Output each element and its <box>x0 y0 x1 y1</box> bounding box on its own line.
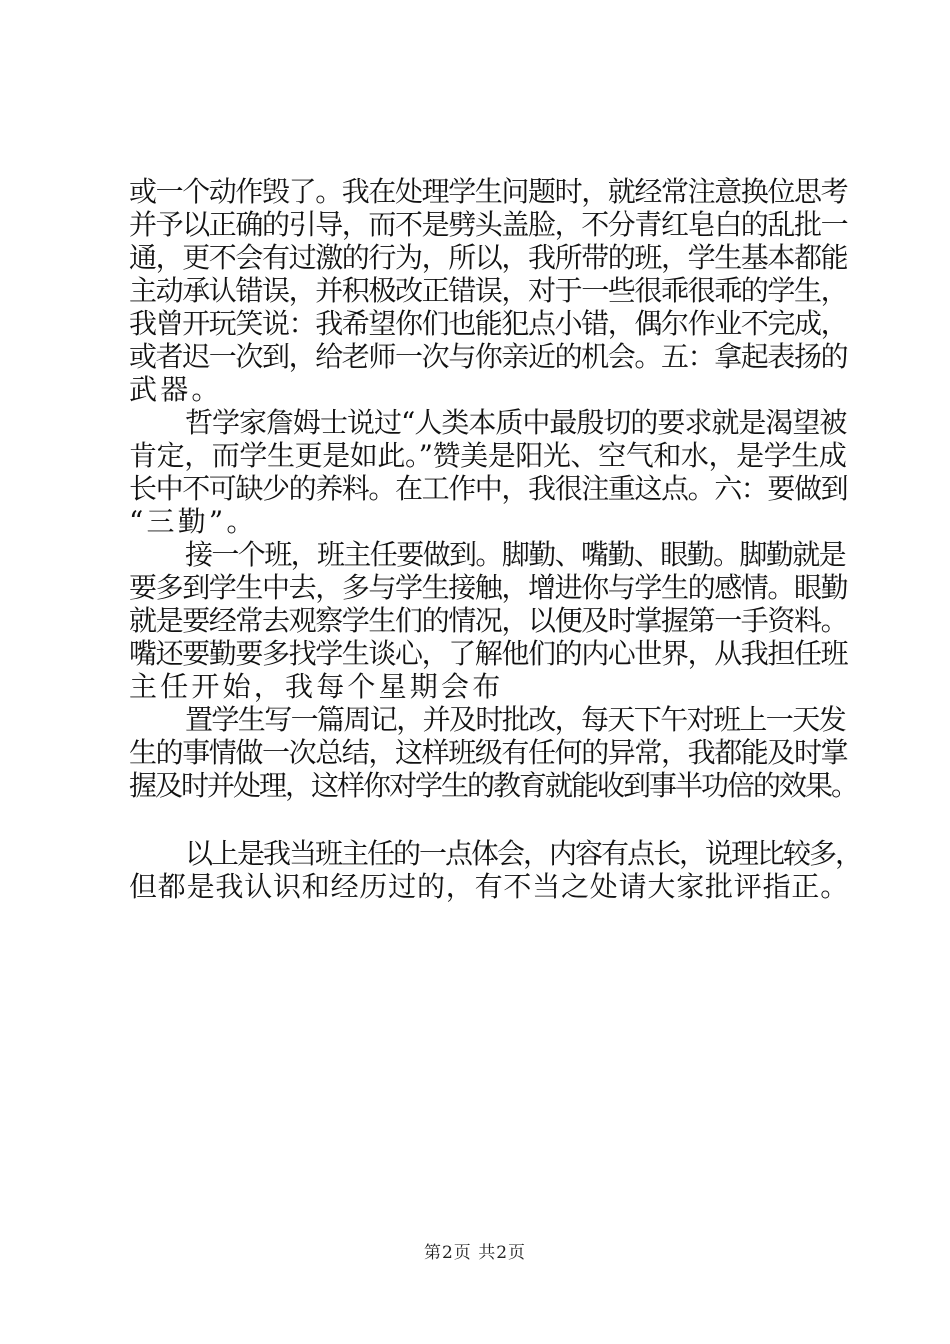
body-line-15: 嘴还要勤要多找学生谈心，了解他们的内心世界，从我担任班 <box>129 637 848 670</box>
body-line-4: 主动承认错误，并积极改正错误，对于一些很乖很乖的学生， <box>129 274 848 307</box>
body-line-21: 但都是我认识和经历过的，有不当之处请大家批评指正。 <box>129 870 850 903</box>
body-line-12: 接一个班，班主任要做到。脚勤、嘴勤、眼勤。脚勤就是 <box>185 538 846 571</box>
body-line-8: 哲学家詹姆士说过“人类本质中最殷切的要求就是渴望被 <box>185 406 847 439</box>
body-line-2: 并予以正确的引导，而不是劈头盖脸，不分青红皂白的乱批一 <box>129 208 848 241</box>
body-line-1: 或一个动作毁了。我在处理学生问题时，就经常注意换位思考 <box>129 175 848 208</box>
body-line-5: 我曾开玩笑说：我希望你们也能犯点小错，偶尔作业不完成， <box>129 307 848 340</box>
page-number-footer: 第2页 共2页 <box>423 1243 527 1263</box>
body-line-14: 就是要经常去观察学生们的情况，以便及时掌握第一手资料。 <box>129 604 848 637</box>
body-line-7: 武器。 <box>129 373 223 406</box>
body-line-10: 长中不可缺少的养料。在工作中，我很注重这点。六：要做到 <box>129 472 848 505</box>
body-line-3: 通，更不会有过激的行为，所以，我所带的班，学生基本都能 <box>129 241 848 274</box>
body-line-16: 主任开始，我每个星期会布 <box>129 670 504 703</box>
body-line-19: 握及时并处理，这样你对学生的教育就能收到事半功倍的效果。 <box>129 769 858 802</box>
body-line-17: 置学生写一篇周记，并及时批改，每天下午对班上一天发 <box>185 703 846 736</box>
body-line-6: 或者迟一次到，给老师一次与你亲近的机会。五：拿起表扬的 <box>129 340 848 373</box>
body-line-20: 以上是我当班主任的一点体会，内容有点长，说理比较多， <box>185 837 862 870</box>
body-line-9: 肯定，而学生更是如此。”赞美是阳光、空气和水，是学生成 <box>129 439 847 472</box>
body-line-13: 要多到学生中去，多与学生接触，增进你与学生的感情。眼勤 <box>129 571 848 604</box>
body-line-11: “三勤”。 <box>129 505 258 538</box>
body-line-18: 生的事情做一次总结，这样班级有任何的异常，我都能及时掌 <box>129 736 848 769</box>
